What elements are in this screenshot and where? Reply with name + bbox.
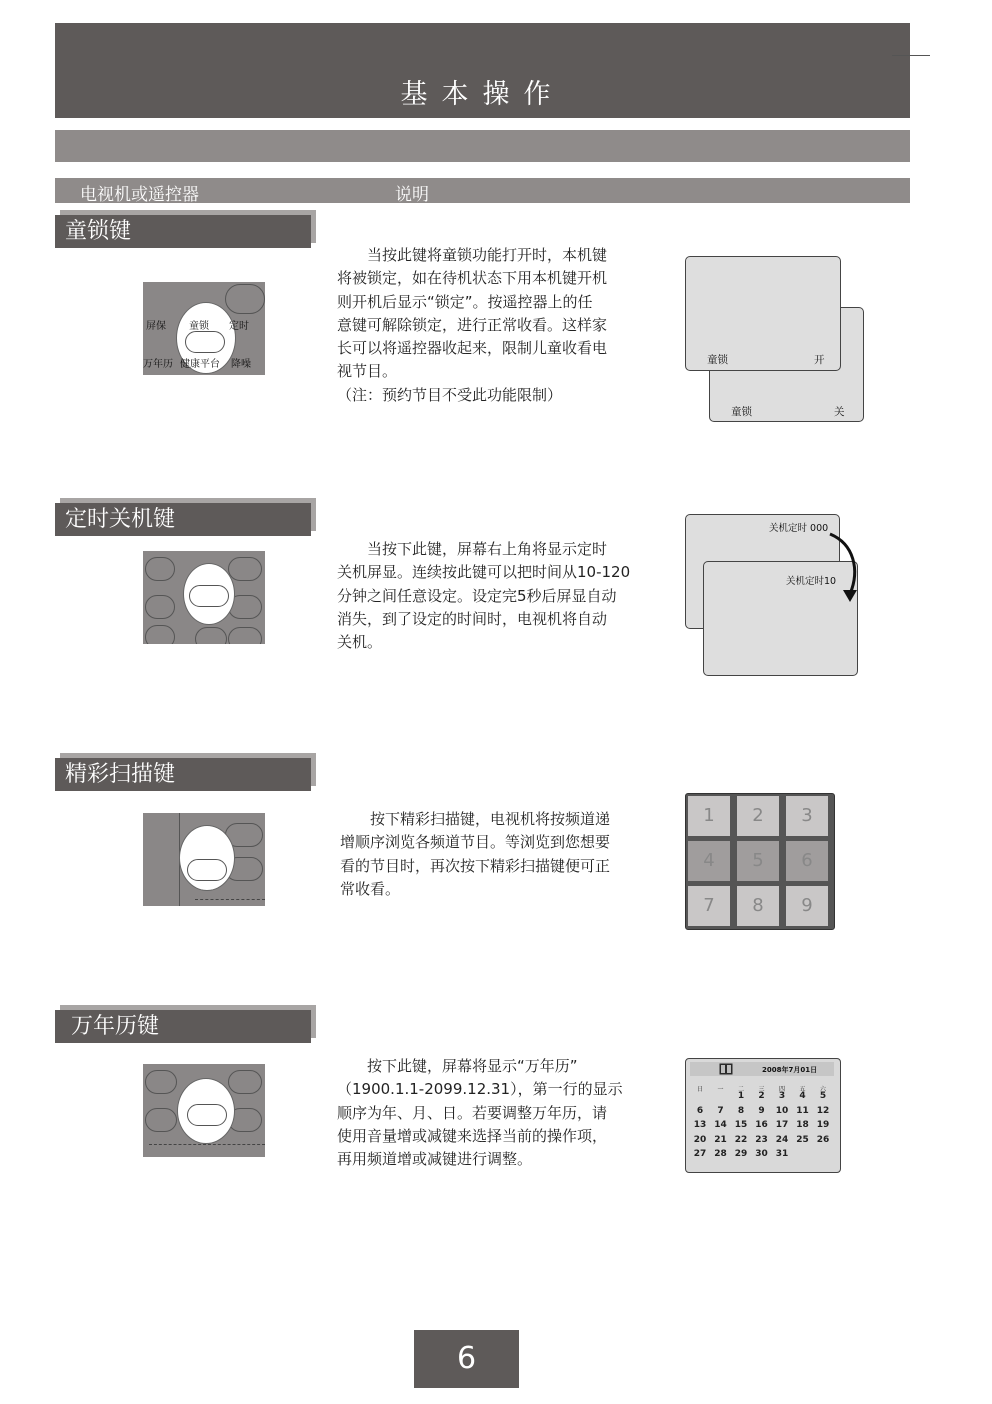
remote-key-label: 健康平台: [180, 359, 220, 370]
screen-osd-text: 关机定时10: [786, 576, 837, 587]
calendar-day: 8: [737, 1105, 745, 1116]
calendar-weekday: 六: [819, 1086, 826, 1093]
section-text-child-lock: [337, 244, 667, 407]
text-line: 将被锁定，如在待机状态下用本机键开机: [337, 269, 608, 288]
screen-value: 开: [814, 354, 825, 366]
calendar-day: 25: [796, 1134, 809, 1145]
remote-crop-calendar: [143, 1064, 265, 1157]
text-line: 顺序为年、月、日。若要调整万年历，请: [337, 1103, 608, 1122]
calendar-day: 10: [775, 1105, 789, 1116]
tv-screen-lock-on: [685, 256, 841, 371]
grid-cell: 1: [688, 796, 730, 836]
screen-label: 童锁: [707, 354, 728, 366]
text-line: 关机屏显。连续按此键可以把时间从10-120: [337, 563, 631, 582]
section-title-child-lock: 童锁键: [55, 215, 311, 248]
remote-key-label: 降噪: [231, 359, 251, 370]
screen-osd-text: 关机定时 000: [769, 523, 829, 534]
text-line: 消失，到了设定的时间时，电视机将自动: [337, 609, 608, 628]
calendar-screen: [685, 1058, 841, 1173]
remote-crop-sleep-timer: [143, 551, 265, 644]
text-line: 视节目。: [337, 362, 398, 381]
section-title-sleep-timer: 定时关机键: [55, 503, 311, 536]
calendar-day: 4: [799, 1091, 806, 1101]
calendar-day: 16: [755, 1120, 768, 1130]
section-title-calendar: 万年历键: [55, 1010, 311, 1043]
text-line: 看的节目时，再次按下精彩扫描键便可正: [340, 856, 611, 875]
page-title: 基本操作: [400, 79, 565, 110]
screen-value: 关: [834, 406, 845, 418]
grid-cell: 7: [688, 886, 730, 926]
calendar-day: 23: [755, 1134, 768, 1145]
calendar-day: 22: [734, 1134, 748, 1145]
calendar-weekday: 五: [799, 1086, 806, 1093]
arrow-down-icon: [820, 528, 865, 608]
calendar-day: 15: [734, 1120, 748, 1130]
calendar-day: 27: [693, 1149, 707, 1159]
text-line: （注：预约节目不受此功能限制）: [337, 385, 563, 404]
calendar-weekday: 二: [737, 1086, 744, 1093]
grid-cell: 2: [737, 796, 779, 836]
column-left-label: 电视机或遥控器: [80, 185, 199, 205]
calendar-weekday: 一: [717, 1086, 724, 1093]
text-line: 意键可解除锁定，进行正常收看。这样家: [337, 315, 608, 334]
calendar-day: 30: [755, 1149, 768, 1159]
text-line: 分钟之间任意设定。设定完5秒后屏显自动: [337, 586, 617, 605]
calendar-day: 12: [816, 1105, 830, 1116]
section-title-scan: 精彩扫描键: [55, 758, 311, 791]
calendar-day: 29: [734, 1149, 748, 1159]
calendar-day: 14: [714, 1120, 727, 1130]
calendar-day: 2: [758, 1091, 765, 1101]
text-line: 当按此键将童锁功能打开时，本机键: [367, 246, 608, 264]
text-line: 关机。: [337, 633, 383, 652]
calendar-day: 1: [737, 1091, 745, 1101]
grid-cell: 6: [786, 841, 828, 881]
calendar-day: 7: [717, 1105, 724, 1116]
text-line: 按下此键，屏幕将显示“万年历”: [367, 1057, 578, 1075]
calendar-weekday: 四: [778, 1086, 785, 1093]
calendar-day: 21: [714, 1134, 727, 1145]
text-line: 使用音量增或减键来选择当前的操作项，: [337, 1126, 608, 1145]
grid-cell: 8: [737, 886, 779, 926]
text-line: 按下精彩扫描键，电视机将按频道递: [370, 810, 611, 828]
calendar-day: 31: [775, 1149, 789, 1159]
text-line: 当按下此键，屏幕右上角将显示定时: [367, 540, 608, 558]
remote-key-label: 万年历: [143, 359, 173, 370]
calendar-day: 13: [693, 1120, 707, 1130]
remote-key-label: 屏保: [146, 321, 166, 332]
calendar-day: 28: [714, 1149, 727, 1159]
calendar-weekday: 日: [696, 1086, 703, 1093]
calendar-day: 17: [775, 1120, 789, 1130]
remote-key-label: 定时: [229, 321, 249, 332]
section-text-sleep-timer: [337, 538, 667, 654]
remote-key-label: 童锁: [189, 321, 209, 332]
channel-grid: [685, 793, 835, 930]
calendar-weekday: 三: [758, 1086, 765, 1093]
text-line: 长可以将遥控器收起来，限制儿童收看电: [337, 339, 608, 358]
calendar-day: 9: [758, 1105, 765, 1116]
calendar-day: 19: [816, 1120, 830, 1130]
grid-cell: 4: [688, 841, 730, 881]
section-text-calendar: [337, 1055, 667, 1171]
calendar-day: 18: [796, 1120, 809, 1130]
text-line: 再用频道增或减键进行调整。: [337, 1150, 533, 1169]
calendar-day: 24: [775, 1134, 789, 1145]
grid-cell: 9: [786, 886, 828, 926]
page-number: 6: [414, 1330, 519, 1388]
calendar-day: 6: [696, 1105, 704, 1116]
calendar-day: 3: [778, 1091, 786, 1101]
column-right-label: 说明: [395, 185, 429, 205]
calendar-day: 5: [819, 1091, 827, 1101]
calendar-day: 11: [796, 1105, 809, 1116]
grid-cell: 5: [737, 841, 779, 881]
text-line: 常收看。: [340, 879, 401, 898]
grid-cell: 3: [786, 796, 828, 836]
text-line: 则开机后显示“锁定”。按遥控器上的任: [337, 292, 593, 311]
remote-crop-child-lock: [143, 282, 265, 375]
screen-label: 童锁: [731, 406, 752, 418]
remote-crop-scan: [143, 813, 265, 906]
sub-header-bar: [55, 130, 910, 162]
book-icon: [719, 1063, 733, 1075]
calendar-day: 20: [693, 1134, 707, 1145]
calendar-date: 2008年7月01日: [762, 1066, 818, 1074]
text-line: （1900.1.1-2099.12.31），第一行的显示: [337, 1080, 623, 1099]
section-text-scan: [340, 808, 670, 901]
text-line: 增顺序浏览各频道节目。等浏览到您想要: [340, 833, 611, 852]
header-rule: [892, 55, 930, 56]
calendar-day: 26: [816, 1134, 830, 1145]
